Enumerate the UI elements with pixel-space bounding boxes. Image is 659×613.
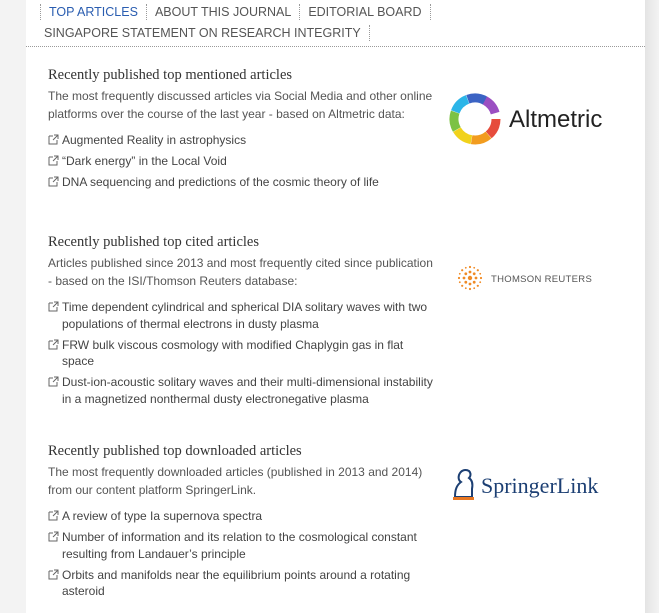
external-link-icon xyxy=(48,376,59,387)
article-link[interactable]: Time dependent cylindrical and spherical DIA solitary waves with two populations of thermal electrons in dusty plasma xyxy=(62,300,428,331)
list-item xyxy=(48,174,433,191)
external-link-icon xyxy=(48,301,59,312)
altmetric-logo xyxy=(446,88,606,150)
journal-nav xyxy=(26,0,645,47)
nav-tab-about-this-journal[interactable]: ABOUT THIS JOURNAL xyxy=(147,4,300,20)
article-list xyxy=(48,299,433,407)
nav-row xyxy=(40,4,431,22)
top-cited-section xyxy=(48,233,433,412)
external-link-icon xyxy=(48,134,59,145)
list-item xyxy=(48,567,433,600)
thomson-reuters-dots-icon xyxy=(458,266,482,290)
springer-knight-icon xyxy=(453,470,474,500)
article-link[interactable]: Dust-ion-acoustic solitary waves and their multi-dimensional instability in a magnetized nonthermal dusty electronegative plasma xyxy=(62,375,433,406)
section-title: Recently published top cited articles xyxy=(48,234,259,250)
external-link-icon xyxy=(48,155,59,166)
article-link[interactable]: “Dark energy” in the Local Void xyxy=(62,154,227,168)
list-item xyxy=(48,337,433,370)
altmetric-donut-icon xyxy=(446,89,505,148)
nav-tab-editorial-board[interactable]: EDITORIAL BOARD xyxy=(300,4,430,20)
article-link[interactable]: Orbits and manifolds near the equilibrium points around a rotating asteroid xyxy=(62,567,411,598)
section-description: The most frequently downloaded articles (published in 2013 and 2014) from our content platform SpringerLink. xyxy=(48,465,423,497)
list-item xyxy=(48,374,433,407)
external-link-icon xyxy=(48,531,59,542)
section-description: Articles published since 2013 and most frequently cited since publication - based on the ISI/Thomson Reuters database: xyxy=(48,256,433,288)
top-downloaded-section xyxy=(48,442,433,604)
article-link[interactable]: Number of information and its relation to the cosmological constant resulting from Landauer’s principle xyxy=(62,530,417,561)
springerlink-logo xyxy=(449,467,609,503)
external-link-icon xyxy=(48,176,59,187)
list-item xyxy=(48,529,433,562)
section-title: Recently published top downloaded articles xyxy=(48,443,302,459)
external-link-icon xyxy=(48,339,59,350)
content-page xyxy=(26,0,645,613)
list-item xyxy=(48,508,433,525)
section-description: The most frequently discussed articles via Social Media and other online platforms over the course of the last year - based on Altmetric data: xyxy=(48,89,433,121)
article-link[interactable]: A review of type Ia supernova spectra xyxy=(62,509,263,523)
list-item xyxy=(48,153,433,170)
page-gutter xyxy=(645,0,659,613)
nav-tab-top-articles[interactable]: TOP ARTICLES xyxy=(40,4,147,20)
article-link[interactable]: FRW bulk viscous cosmology with modified Chaplygin gas in flat space xyxy=(62,337,404,368)
article-list xyxy=(48,508,433,600)
list-item xyxy=(48,132,433,149)
thomson-reuters-wordmark: THOMSON REUTERS xyxy=(491,274,593,285)
external-link-icon xyxy=(48,569,59,580)
external-link-icon xyxy=(48,510,59,521)
article-link[interactable]: DNA sequencing and predictions of the cosmic theory of life xyxy=(62,175,379,189)
section-title: Recently published top mentioned articles xyxy=(48,67,293,83)
top-mentioned-section xyxy=(48,66,433,195)
thomson-reuters-logo xyxy=(454,262,604,294)
article-list xyxy=(48,132,433,191)
nav-row xyxy=(36,25,370,43)
springerlink-wordmark: SpringerLink xyxy=(481,473,599,498)
list-item xyxy=(48,299,433,332)
article-link[interactable]: Augmented Reality in astrophysics xyxy=(62,133,247,147)
altmetric-wordmark: Altmetric xyxy=(509,106,603,133)
nav-tab-singapore-statement[interactable]: SINGAPORE STATEMENT ON RESEARCH INTEGRITY xyxy=(36,25,370,41)
